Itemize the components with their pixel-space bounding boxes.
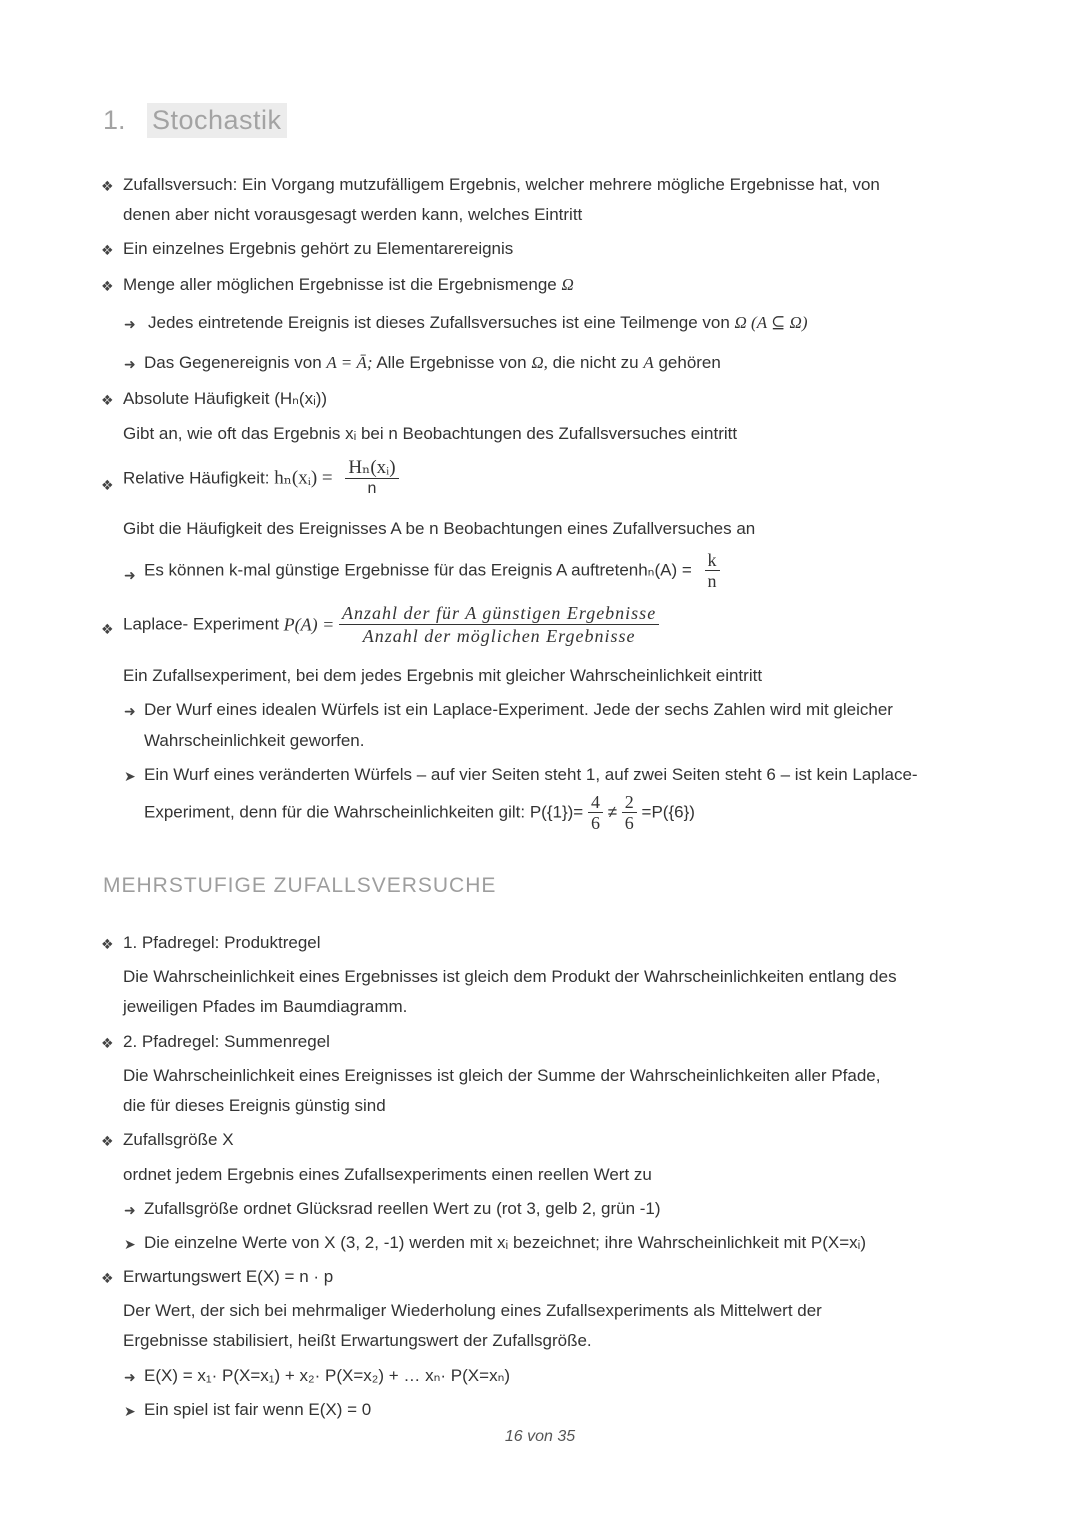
text-run: Alle Ergebnisse von (376, 353, 527, 372)
arrow-icon: ➜ (124, 1202, 136, 1218)
math-lhs: hₙ(xᵢ) = (274, 467, 333, 489)
text-run: gehören (658, 353, 721, 372)
text-line: Absolute Häufigkeit (Hₙ(xᵢ)) (123, 389, 328, 408)
math-lhs: P(A) = (283, 614, 335, 635)
fraction (339, 602, 659, 647)
formula-relative (123, 458, 399, 499)
bullet-icon: ❖ (101, 1133, 114, 1149)
fraction-denominator: 6 (590, 813, 600, 833)
page-title (103, 103, 287, 138)
arrow-icon: ➜ (124, 567, 136, 583)
bullet-icon: ❖ (101, 477, 114, 493)
fraction-denominator: n (707, 571, 717, 591)
text-line: 2. Pfadregel: Summenregel (123, 1032, 330, 1051)
fraction-denominator: n (367, 480, 377, 497)
fraction-numerator: k (705, 550, 720, 571)
math-complement: A = Ā; (326, 353, 373, 372)
arrow-icon: ➤ (124, 768, 136, 784)
formula-wurf (144, 792, 695, 833)
text-line (144, 352, 721, 374)
text-run: =P({6}) (641, 802, 695, 822)
text-line: Die Wahrscheinlichkeit eines Ergebnisses ist gleich dem Produkt der Wahrscheinlichkeiten entlang des (123, 967, 897, 986)
text-line: Ein Wurf eines veränderten Würfels – auf vier Seiten steht 1, auf zwei Seiten steht 6 – ist kein Laplace- (144, 765, 918, 784)
text-run: Experiment, denn für die Wahrscheinlichkeiten gilt: P({1})= (144, 802, 584, 822)
text-line: Der Wert, der sich bei mehrmaliger Wiederholung eines Zufallsexperiments als Mittelwert der (123, 1301, 822, 1320)
arrow-icon: ➜ (124, 703, 136, 719)
fraction (622, 792, 637, 833)
text-run: die nicht zu (552, 353, 639, 372)
text-line: Der Wurf eines idealen Würfels ist ein Laplace-Experiment. Jede der sechs Zahlen wird mit gleicher (144, 700, 893, 719)
fraction-numerator: Hₙ(xᵢ) (345, 458, 398, 479)
arrow-icon: ➤ (124, 1236, 136, 1252)
math-a: A (643, 353, 654, 372)
fraction-numerator: 4 (588, 792, 603, 813)
math-omega: Ω (561, 275, 574, 294)
text-run: Menge aller möglichen Ergebnisse ist die Ergebnismenge (123, 275, 557, 294)
math-neq: ≠ (607, 802, 618, 822)
formula-kmal (144, 550, 720, 591)
bullet-icon: ❖ (101, 392, 114, 408)
bullet-icon: ❖ (101, 936, 114, 952)
bullet-icon: ❖ (101, 178, 114, 194)
text-line: Zufallsgröße X (123, 1130, 234, 1149)
bullet-icon: ❖ (101, 621, 114, 637)
arrow-icon: ➜ (124, 356, 136, 372)
section-heading: MEHRSTUFIGE ZUFALLSVERSUCHE (103, 874, 497, 897)
fraction-denominator: Anzahl der möglichen Ergebnisse (362, 626, 636, 646)
fraction (588, 792, 603, 833)
text-line: Ein spiel ist fair wenn E(X) = 0 (144, 1400, 372, 1419)
text-line: denen aber nicht vorausgesagt werden kann, welches Eintritt (123, 205, 583, 224)
bullet-icon: ❖ (101, 1270, 114, 1286)
bullet-icon: ❖ (101, 278, 114, 294)
title-number: 1. (103, 105, 126, 135)
fraction-denominator: 6 (624, 813, 634, 833)
arrow-icon: ➤ (124, 1403, 136, 1419)
text-line: E(X) = x₁· P(X=x₁) + x₂· P(X=x₂) + … xₙ· P(X=xₙ) (144, 1366, 510, 1385)
text-run: Relative Häufigkeit: (123, 468, 270, 488)
text-line: ordnet jedem Ergebnis eines Zufallsexperiments einen reellen Wert zu (123, 1165, 652, 1184)
text-line: die für dieses Ereignis günstig sind (123, 1096, 386, 1115)
title-word: Stochastik (147, 103, 287, 138)
text-line (148, 312, 808, 334)
text-line: Erwartungswert E(X) = n · p (123, 1267, 334, 1286)
bullet-icon: ❖ (101, 242, 114, 258)
fraction (705, 550, 720, 591)
text-run: Das Gegenereignis von (144, 353, 322, 372)
arrow-icon: ➜ (124, 1369, 136, 1385)
page-number: 16 von 35 (504, 1428, 576, 1445)
text-line: 1. Pfadregel: Produktregel (123, 933, 321, 952)
fraction-numerator: 2 (622, 792, 637, 813)
text-run: Jedes eintretende Ereignis ist dieses Zufallsversuches ist eine Teilmenge von (148, 313, 730, 332)
text-run: Laplace- Experiment (123, 614, 279, 634)
text-line: Gibt an, wie oft das Ergebnis xᵢ bei n Beobachtungen des Zufallsversuches eintritt (123, 424, 738, 443)
text-line (123, 274, 574, 296)
math-subset: Ω (A ⊆ Ω) (734, 313, 808, 332)
text-line: Gibt die Häufigkeit des Ereignisses A be n Beobachtungen eines Zufallversuches an (123, 519, 756, 538)
text-line: Ergebnisse stabilisiert, heißt Erwartungswert der Zufallsgröße. (123, 1331, 592, 1350)
text-line: Ein einzelnes Ergebnis gehört zu Elementarereignis (123, 239, 514, 258)
text-line: Die Wahrscheinlichkeit eines Ereignisses ist gleich der Summe der Wahrscheinlichkeiten aller Pfade, (123, 1066, 881, 1085)
text-line: jeweiligen Pfades im Baumdiagramm. (123, 997, 408, 1016)
math-omega: Ω, (531, 353, 548, 372)
fraction (345, 458, 398, 499)
text-line: Die einzelne Werte von X (3, 2, -1) werden mit xᵢ bezeichnet; ihre Wahrscheinlichkeit mit P(X=xᵢ) (144, 1233, 866, 1252)
text-line: Zufallsversuch: Ein Vorgang mutzufälligem Ergebnis, welcher mehrere mögliche Ergebnisse hat, von (123, 175, 880, 194)
text-line: Zufallsgröße ordnet Glücksrad reellen Wert zu (rot 3, gelb 2, grün -1) (144, 1199, 661, 1218)
text-run: Es können k-mal günstige Ergebnisse für das Ereignis A auftretenhₙ(A) = (144, 560, 692, 580)
bullet-icon: ❖ (101, 1035, 114, 1051)
fraction-numerator: Anzahl der für A günstigen Ergebnisse (339, 602, 659, 625)
text-line: Wahrscheinlichkeit geworfen. (144, 731, 365, 750)
arrow-icon: ➜ (124, 316, 136, 332)
formula-laplace (123, 602, 659, 647)
text-line: Ein Zufallsexperiment, bei dem jedes Ergebnis mit gleicher Wahrscheinlichkeit eintritt (123, 666, 763, 685)
